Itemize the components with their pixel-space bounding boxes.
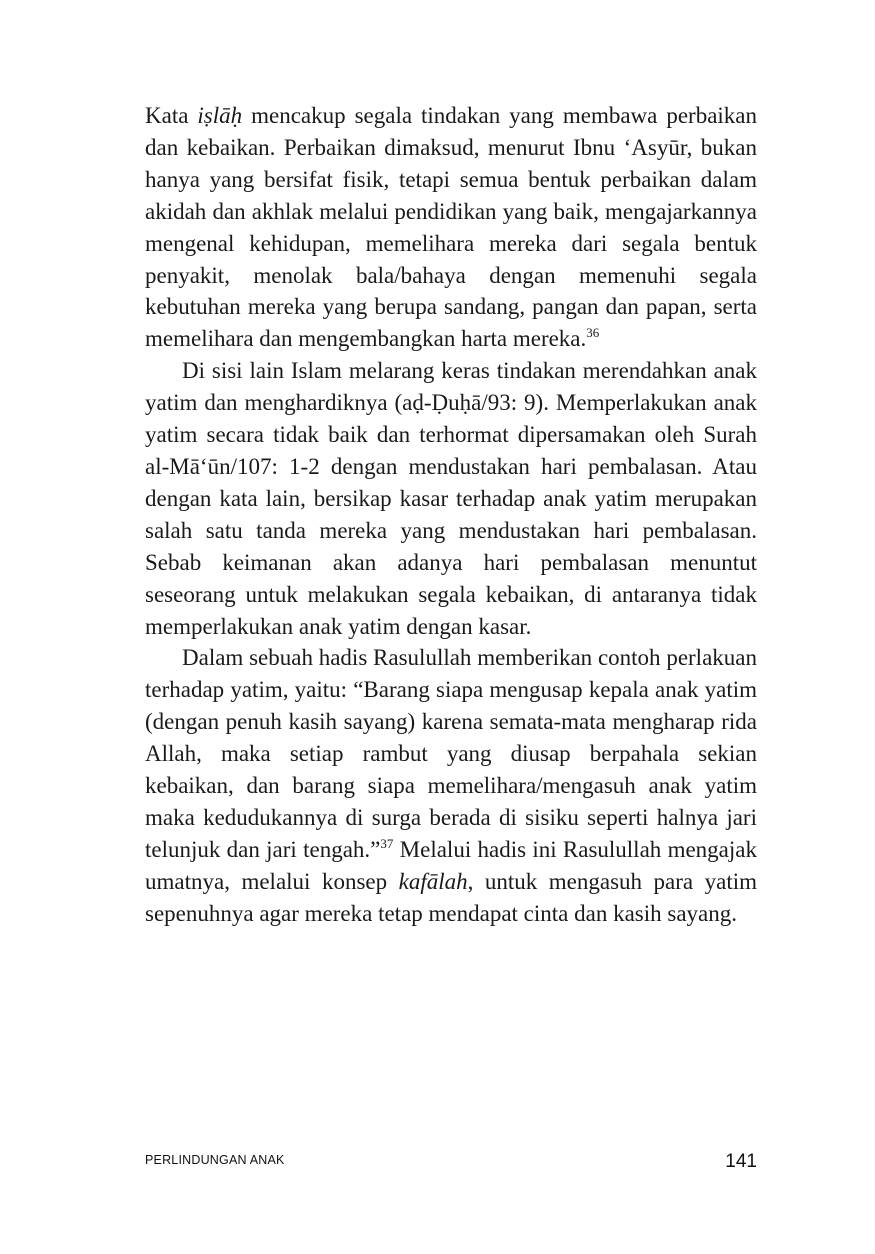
paragraph-3-text-middle: Melalui hadis ini Rasulullah mengajak umatnya, melalui konsep xyxy=(145,836,757,894)
footnote-ref-37[interactable]: 37 xyxy=(380,835,394,851)
paragraph-2: Di sisi lain Islam melarang keras tindakan merendahkan anak yatim dan menghardiknya (aḍ-Ḍuḥā/93: 9). Memperlakukan anak yatim secara tidak baik dan terhormat dipersamakan oleh Surah al-Mā‘ūn/107: 1-2 dengan mendustakan hari pembalasan. Atau dengan kata lain, bersikap kasar terhadap anak yatim merupakan salah satu tanda mereka yang mendustakan hari pembalasan. Sebab keimanan akan adanya hari pembalasan menuntut seseorang untuk melakukan segala kebaikan, di antaranya tidak memperlakukan anak yatim dengan kasar. xyxy=(145,358,757,639)
paragraph-3-text-end: , untuk mengasuh para yatim sepenuhnya agar mereka tetap mendapat cinta dan kasih sayang. xyxy=(145,868,757,926)
paragraph-3-text-start: Dalam sebuah hadis Rasulullah memberikan contoh perlakuan terhadap yatim, yaitu: “Barang siapa mengusap kepala anak yatim (dengan penuh kasih sayang) karena semata-mata mengharap rida Allah, maka setiap rambut yang diusap berpahala sekian kebaikan, dan barang siapa memelihara/mengasuh anak yatim maka kedudukannya di surga berada di sisiku seperti halnya jari telunjuk dan jari tengah.” xyxy=(145,645,757,862)
term-islah: iṣlāḥ xyxy=(197,103,243,128)
body-text xyxy=(145,100,757,930)
term-kafalah: kafālah xyxy=(398,868,468,894)
page-number: 141 xyxy=(725,1151,757,1172)
running-title: PERLINDUNGAN ANAK xyxy=(145,1153,285,1167)
paragraph-1 xyxy=(145,100,757,355)
footnote-ref-36[interactable]: 36 xyxy=(586,325,600,341)
paragraph-1-text-start: Kata xyxy=(145,103,198,128)
paragraph-1-text-end: mencakup segala tindakan yang membawa perbaikan dan kebaikan. Perbaikan dimaksud, menurut Ibnu ‘Asyūr, bukan hanya yang bersifat fisik, tetapi semua bentuk perbaikan dalam akidah dan akhlak melalui pendidikan yang baik, mengajarkannya mengenal kehidupan, memelihara mereka dari segala bentuk penyakit, menolak bala/bahaya dengan memenuhi segala kebutuhan mereka yang berupa sandang, pangan dan papan, serta memelihara dan mengembangkan harta mereka. xyxy=(145,103,758,352)
paragraph-3 xyxy=(145,642,757,929)
